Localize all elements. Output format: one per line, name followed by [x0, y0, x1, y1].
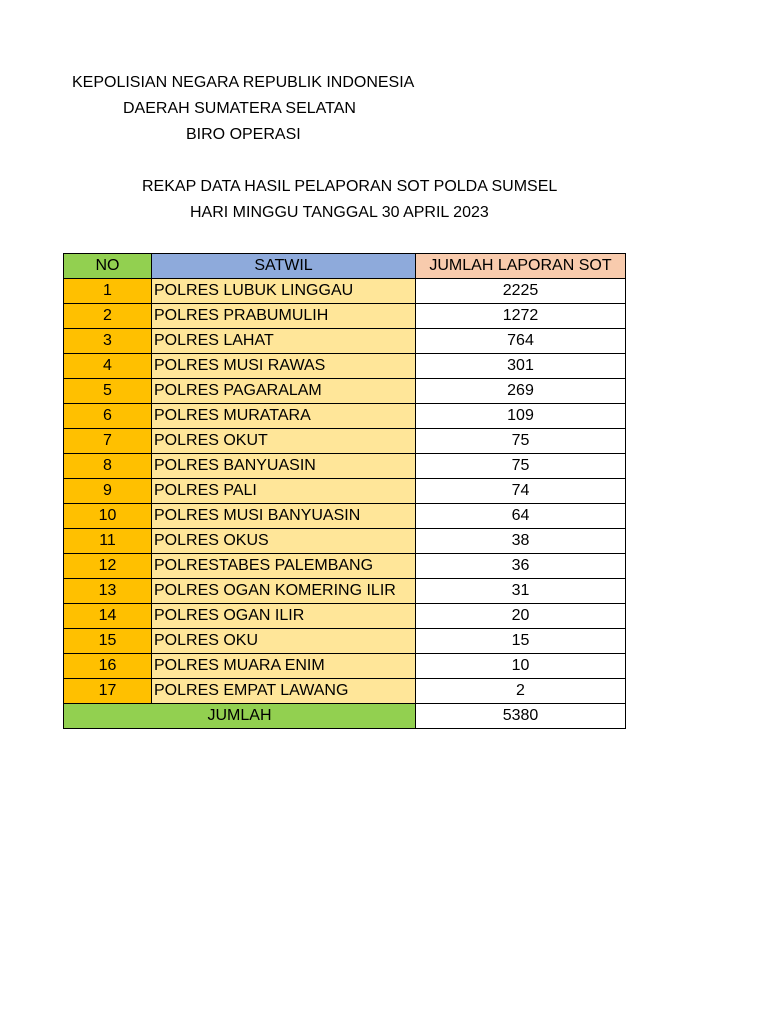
table-total-row — [64, 704, 626, 729]
table-row — [64, 379, 626, 404]
cell-satwil: POLRES MURATARA — [152, 404, 416, 429]
cell-satwil: POLRES MUSI RAWAS — [152, 354, 416, 379]
cell-no: 6 — [64, 404, 152, 429]
cell-satwil: POLRES MUARA ENIM — [152, 654, 416, 679]
table-row — [64, 504, 626, 529]
cell-satwil: POLRES OGAN KOMERING ILIR — [152, 579, 416, 604]
cell-satwil: POLRES LAHAT — [152, 329, 416, 354]
cell-jumlah: 74 — [416, 479, 626, 504]
cell-no: 5 — [64, 379, 152, 404]
cell-no: 3 — [64, 329, 152, 354]
cell-no: 14 — [64, 604, 152, 629]
cell-satwil: POLRES OKU — [152, 629, 416, 654]
cell-jumlah: 75 — [416, 454, 626, 479]
table-row — [64, 279, 626, 304]
header-bureau: BIRO OPERASI — [186, 126, 301, 143]
cell-jumlah: 2 — [416, 679, 626, 704]
table-row — [64, 354, 626, 379]
table-row — [64, 304, 626, 329]
table-row — [64, 454, 626, 479]
header-region: DAERAH SUMATERA SELATAN — [123, 100, 356, 117]
table-row — [64, 529, 626, 554]
sot-report-table — [63, 253, 626, 729]
table-row — [64, 329, 626, 354]
table-row — [64, 429, 626, 454]
cell-satwil: POLRES OKUT — [152, 429, 416, 454]
cell-no: 10 — [64, 504, 152, 529]
cell-jumlah: 20 — [416, 604, 626, 629]
cell-no: 4 — [64, 354, 152, 379]
cell-jumlah: 75 — [416, 429, 626, 454]
cell-jumlah: 1272 — [416, 304, 626, 329]
total-value: 5380 — [416, 704, 626, 729]
table-row — [64, 654, 626, 679]
cell-jumlah: 10 — [416, 654, 626, 679]
table-row — [64, 629, 626, 654]
total-label: JUMLAH — [64, 704, 416, 729]
cell-jumlah: 15 — [416, 629, 626, 654]
cell-no: 1 — [64, 279, 152, 304]
cell-no: 17 — [64, 679, 152, 704]
column-header-jumlah: JUMLAH LAPORAN SOT — [416, 254, 626, 279]
cell-satwil: POLRES PAGARALAM — [152, 379, 416, 404]
cell-no: 7 — [64, 429, 152, 454]
cell-no: 12 — [64, 554, 152, 579]
cell-jumlah: 109 — [416, 404, 626, 429]
table-body — [64, 279, 626, 704]
cell-satwil: POLRES OGAN ILIR — [152, 604, 416, 629]
table-header-row — [64, 254, 626, 279]
cell-satwil: POLRES PRABUMULIH — [152, 304, 416, 329]
cell-satwil: POLRES EMPAT LAWANG — [152, 679, 416, 704]
cell-no: 13 — [64, 579, 152, 604]
cell-jumlah: 2225 — [416, 279, 626, 304]
cell-no: 8 — [64, 454, 152, 479]
cell-no: 15 — [64, 629, 152, 654]
cell-jumlah: 64 — [416, 504, 626, 529]
report-title: REKAP DATA HASIL PELAPORAN SOT POLDA SUMSEL — [142, 178, 558, 195]
header-institution: KEPOLISIAN NEGARA REPUBLIK INDONESIA — [72, 74, 415, 91]
cell-jumlah: 269 — [416, 379, 626, 404]
cell-jumlah: 31 — [416, 579, 626, 604]
cell-jumlah: 301 — [416, 354, 626, 379]
cell-satwil: POLRES MUSI BANYUASIN — [152, 504, 416, 529]
report-date: HARI MINGGU TANGGAL 30 APRIL 2023 — [190, 204, 489, 221]
cell-satwil: POLRESTABES PALEMBANG — [152, 554, 416, 579]
cell-no: 11 — [64, 529, 152, 554]
table-row — [64, 604, 626, 629]
column-header-satwil: SATWIL — [152, 254, 416, 279]
cell-satwil: POLRES LUBUK LINGGAU — [152, 279, 416, 304]
cell-no: 9 — [64, 479, 152, 504]
cell-jumlah: 764 — [416, 329, 626, 354]
table-row — [64, 479, 626, 504]
cell-no: 2 — [64, 304, 152, 329]
column-header-no: NO — [64, 254, 152, 279]
cell-no: 16 — [64, 654, 152, 679]
cell-satwil: POLRES OKUS — [152, 529, 416, 554]
cell-satwil: POLRES BANYUASIN — [152, 454, 416, 479]
table-row — [64, 404, 626, 429]
table-row — [64, 579, 626, 604]
table-row — [64, 554, 626, 579]
cell-jumlah: 38 — [416, 529, 626, 554]
cell-jumlah: 36 — [416, 554, 626, 579]
table-row — [64, 679, 626, 704]
cell-satwil: POLRES PALI — [152, 479, 416, 504]
